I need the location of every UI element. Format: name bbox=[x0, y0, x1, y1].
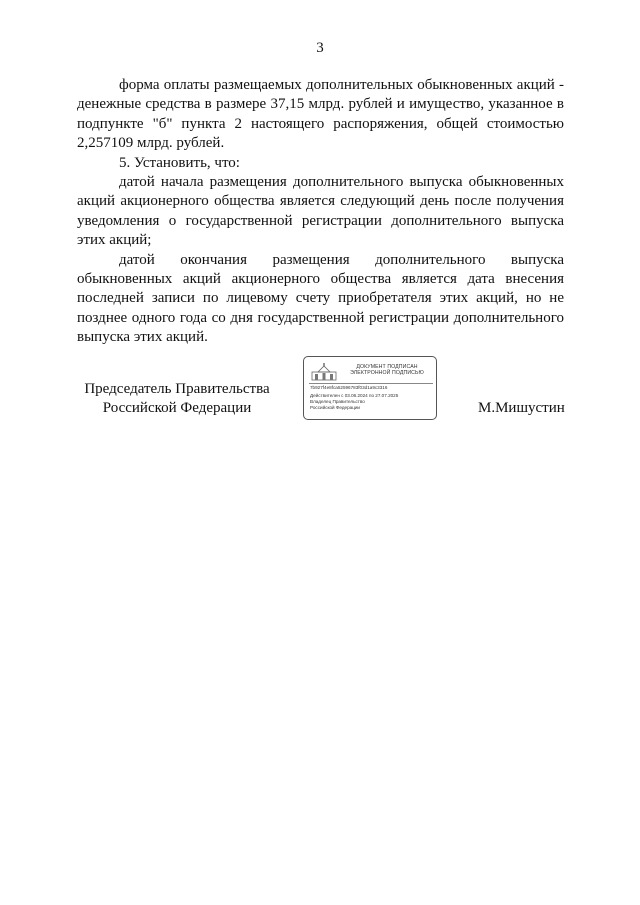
stamp-certificate-number: 7b927f4e8fca52596783f03d1a9c3316 bbox=[310, 385, 388, 390]
stamp-owner: Владелец Правительство Российской Федерации bbox=[310, 399, 365, 410]
signatory-title-line2: Российской Федерации bbox=[102, 400, 252, 416]
page-number: 3 bbox=[316, 40, 324, 56]
coat-of-arms-icon bbox=[309, 362, 339, 382]
signatory-title bbox=[77, 380, 277, 418]
stamp-divider bbox=[309, 383, 433, 384]
stamp-title-line2: ЭЛЕКТРОННОЙ ПОДПИСЬЮ bbox=[350, 370, 424, 377]
electronic-signature-stamp bbox=[303, 356, 437, 420]
stamp-title-line1: ДОКУМЕНТ ПОДПИСАН bbox=[356, 364, 418, 370]
paragraph-end-date: датой окончания размещения дополнительного выпуска обыкновенных акций акционерного общества является дата внесения последней записи по лицевому счету приобретателя этих акций, но не позднее одного года со дня государственной регистрации дополнительного выпуска этих акций. bbox=[77, 251, 564, 346]
stamp-title bbox=[340, 364, 434, 377]
paragraph-payment-form: форма оплаты размещаемых дополнительных обыкновенных акций - денежные средства в размере 37,15 млрд. рублей и имущество, указанное в подпункте "б" пункта 2 настоящего распоряжения, общей стоимостью 2,257109 млрд. рублей. bbox=[77, 77, 564, 152]
paragraph-start-date: датой начала размещения дополнительного выпуска обыкновенных акций акционерного общества является следующий день после получения уведомления о государственной регистрации дополнительного выпуска этих акций; bbox=[77, 174, 564, 249]
signatory-title-line1: Председатель Правительства bbox=[84, 381, 270, 397]
paragraph-item-5: 5. Установить, что: bbox=[119, 154, 240, 171]
stamp-validity: Действителен с 03.06.2024 по 27.07.2025 bbox=[310, 393, 399, 398]
document-body bbox=[77, 76, 564, 348]
signatory-name: М.Мишустин bbox=[478, 400, 565, 416]
